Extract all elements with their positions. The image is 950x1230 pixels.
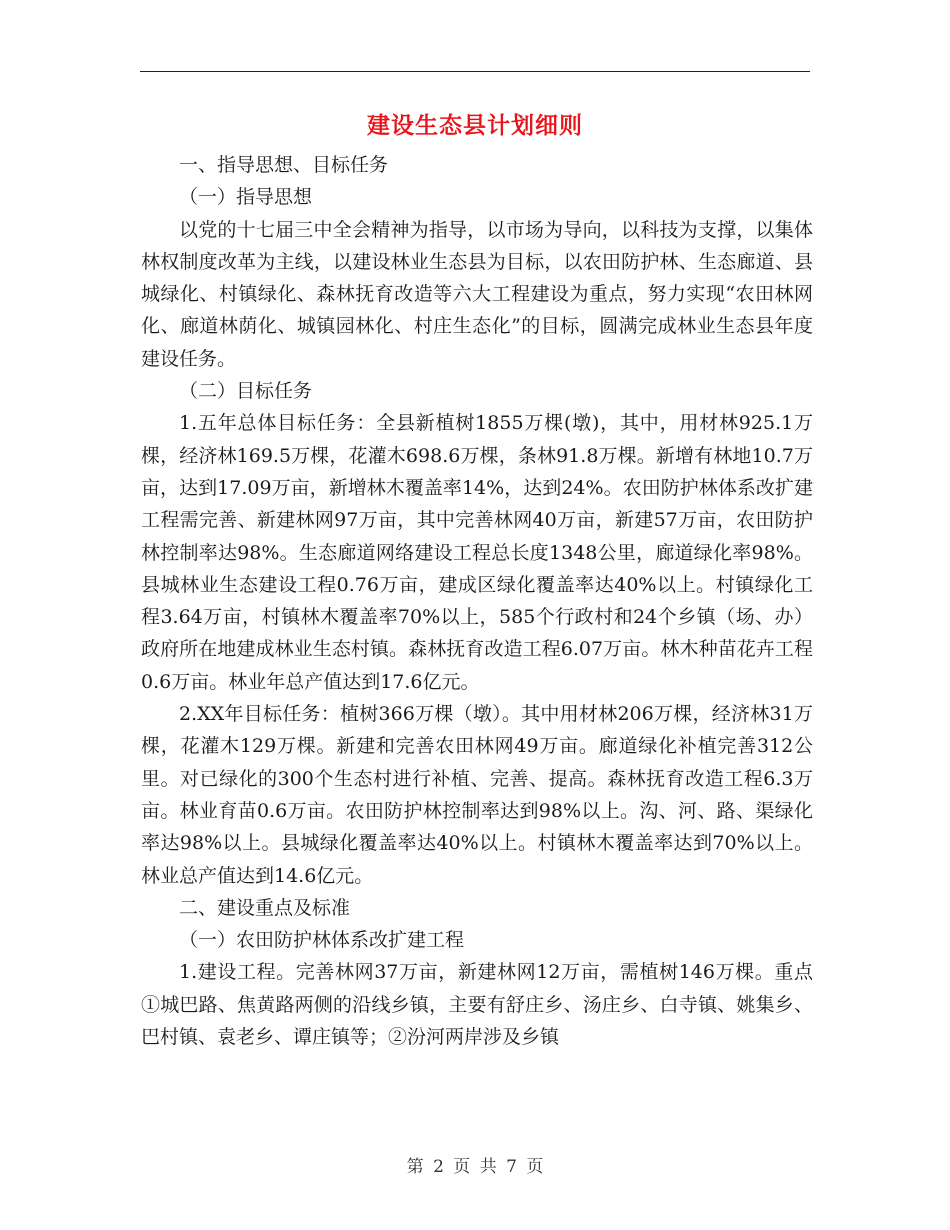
document-body [141,149,813,1053]
document-title: 建设生态县计划细则 [367,112,583,139]
page-indicator: 第 2 页 共 7 页 [406,1157,544,1177]
paragraph-guiding-ideology: 以党的十七届三中全会精神为指导，以市场为导向，以科技为支撑，以集体林权制度改革为主线，以建设林业生态县为目标，以农田防护林、生态廊道、县城绿化、村镇绿化、森林抚育改造等六大工程建设为重点，努力实现“农田林网化、廊道林荫化、城镇园林化、村庄生态化”的目标，圆满完成林业生态县年度建设任务。 [141,218,813,370]
section-heading-1: 一、指导思想、目标任务 [179,154,389,176]
subsection-heading-guiding: （一）指导思想 [179,186,313,209]
paragraph-construction: 1.建设工程。完善林网37万亩，新建林网12万亩，需植树146万棵。重点①城巴路、焦黄路两侧的沿线乡镇，主要有舒庄乡、汤庄乡、白寺镇、姚集乡、巴村镇、袁老乡、谭庄镇等；②汾河两岸涉及乡镇 [141,961,813,1049]
paragraph-annual-targets: 2.XX年目标任务：植树366万棵（墩）。其中用材林206万棵，经济林31万棵，花灌木129万棵。新建和完善农田林网49万亩。廊道绿化补植完善312公里。对已绿化的300个生态村进行补植、完善、提高。森林抚育改造工程6.3万亩。林业育苗0.6万亩。农田防护林控制率达到98%以上。沟、河、路、渠绿化率达98%以上。县城绿化覆盖率达40%以上。村镇林木覆盖率达到70%以上。林业总产值达到14.6亿元。 [141,703,813,887]
header-rule [140,71,810,72]
section-heading-2: 二、建设重点及标准 [179,896,351,919]
subsection-heading-farmland: （一）农田防护林体系改扩建工程 [179,929,465,952]
subsection-heading-targets: （二）目标任务 [179,380,313,403]
paragraph-five-year-targets: 1.五年总体目标任务：全县新植树1855万棵(墩)，其中，用材林925.1万棵，经济林169.5万棵，花灌木698.6万棵，条林91.8万棵。新增有林地10.7万亩，达到17.09万亩，新增林木覆盖率14%，达到24%。农田防护林体系改扩建工程需完善、新建林网97万亩，其中完善林网40万亩，新建57万亩，农田防护林控制率达98%。生态廊道网络建设工程总长度1348公里，廊道绿化率98%。县城林业生态建设工程0.76万亩，建成区绿化覆盖率达40%以上。村镇绿化工程3.64万亩，村镇林木覆盖率70%以上，585个行政村和24个乡镇（场、办）政府所在地建成林业生态村镇。森林抚育改造工程6.07万亩。林木种苗花卉工程0.6万亩。林业年总产值达到17.6亿元。 [141,412,813,693]
